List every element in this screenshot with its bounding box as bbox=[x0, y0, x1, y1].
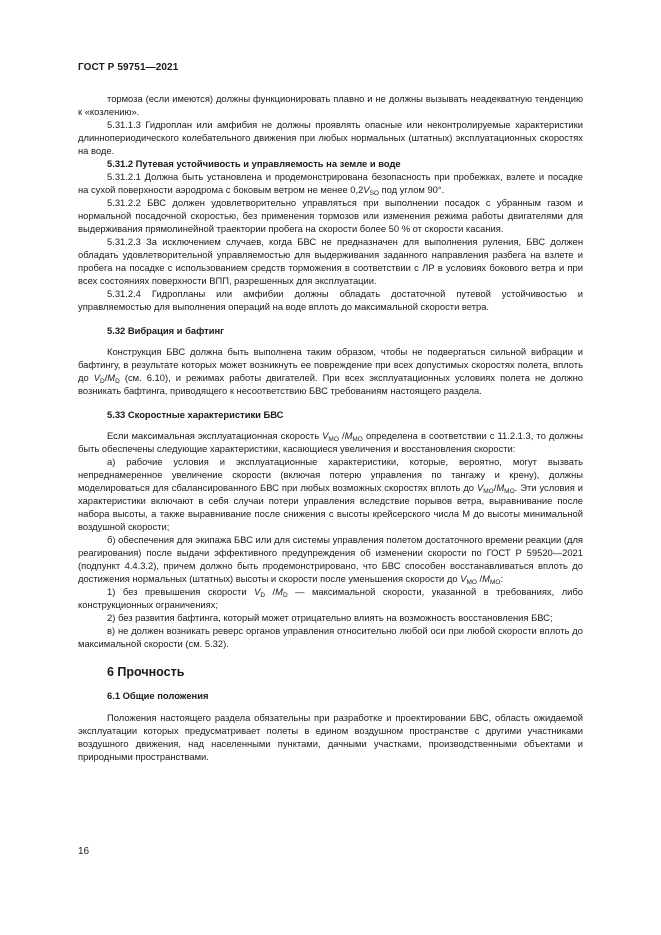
text-run: под углом 90°. bbox=[378, 184, 445, 195]
symbol: M bbox=[275, 586, 283, 597]
symbol: M bbox=[482, 573, 490, 584]
text-run: / bbox=[476, 573, 483, 584]
text-run: / bbox=[493, 482, 497, 493]
text-run: а) рабочие условия и эксплуатационные характеристики, которые, вероятно, могут вызвать непреднамеренное увеличение скорости (включая потерю управления по тангажу и крену), должны моделироваться для сбалансированного БВС при любых возможных скоростях вплоть до bbox=[78, 456, 583, 493]
subscript: D bbox=[99, 378, 105, 385]
document-body bbox=[78, 92, 583, 763]
symbol: V bbox=[460, 573, 467, 584]
paragraph bbox=[78, 429, 583, 455]
text-run: 5.31.2.1 Должна быть установлена и продемонстрирована безопасность при пробежках, взлете и посадке на сухой поверхности аэродрома с боковым ветром не менее 0,2 bbox=[78, 171, 583, 195]
chapter-heading: 6 Прочность bbox=[107, 665, 185, 679]
subscript: D bbox=[115, 378, 120, 385]
section-heading: 6.1 Общие положения bbox=[107, 690, 209, 701]
subscript: MO bbox=[328, 436, 339, 443]
text-run: б) обеспечения для экипажа БВС или для системы управления полетом достаточного времени реакции (для реагирования) после выдачи эффективного предупреждения об изменении скорости по ГОСТ Р 59520—2021 (подпункт 4.4.3.2), причем должно быть продемонстрировано, что БВС способен восстанавливаться вплоть до достижения нормальных (штатных) высоты и скорости после уменьшения скорости до bbox=[78, 534, 583, 584]
paragraph: 5.31.2.3 За исключением случаев, когда БВС не предназначен для выполнения руления, БВС должен обладать удовлетворительной управляемостью для выдерживания заданного направления разбега на взлете и пробега на посадке с использованием средств торможения в соответствии с ЛР в условиях бокового ветра и при всех состояниях поверхности ВПП, разрешенных для эксплуатации. bbox=[78, 236, 583, 286]
text-run: — максимальной скорости, указанной в требованиях, либо конструкционных ограничениях; bbox=[78, 586, 583, 610]
paragraph bbox=[78, 345, 583, 397]
paragraph: в) не должен возникать реверс органов управления относительно любой оси при любой скорости вплоть до максимальной скорости (см. 5.32). bbox=[78, 625, 583, 649]
section-heading: 5.33 Скоростные характеристики БВС bbox=[107, 409, 284, 420]
subscript: D bbox=[260, 592, 266, 599]
paragraph bbox=[78, 585, 583, 611]
text-run: Конструкция БВС должна быть выполнена таким образом, чтобы не подвергаться сильной вибрации и бафтингу, в результате которых может возникнуть ее повреждение при всех допустимых скоростях полета, вплоть до bbox=[78, 346, 583, 383]
subscript: SO bbox=[369, 190, 379, 197]
page-number: 16 bbox=[78, 846, 90, 857]
text-run: (см. 6.10), и режимах работы двигателей. При всех эксплуатационных условиях полета не должно возникать бафтинга, приводящего к несоответствию БВС требованиям настоящего раздела. bbox=[78, 372, 583, 396]
paragraph bbox=[78, 533, 583, 585]
text-run: : bbox=[500, 573, 504, 584]
subscript: MO bbox=[489, 579, 501, 586]
paragraph bbox=[78, 170, 583, 196]
text-run: определена в соответствии с 11.2.1.3, то должны быть обеспечены следующие характеристики, касающиеся увеличения и восстановления скорости: bbox=[78, 430, 583, 454]
paragraph bbox=[78, 455, 583, 533]
symbol: V bbox=[254, 586, 261, 597]
subscript: MO bbox=[352, 436, 363, 443]
section-heading: 5.32 Вибрация и бафтинг bbox=[107, 325, 225, 336]
text-run: Если максимальная эксплуатационная скорость bbox=[107, 430, 323, 441]
symbol: M bbox=[496, 482, 505, 493]
subscript: MO bbox=[466, 579, 477, 586]
text-run: . Эти условия и характеристики включают в себя случаи потери управления вследствие порывов ветра, выравнивание после набора высоты, а также выравнивание после снижения с высоты крейсерского числа М до высоты минимальной воздушной скорости; bbox=[78, 482, 583, 532]
text-run: / bbox=[104, 372, 108, 383]
symbol: V bbox=[322, 430, 329, 441]
symbol: V bbox=[476, 482, 484, 493]
text-run: 1) без превышения скорости bbox=[107, 586, 255, 597]
text-run: / bbox=[338, 430, 345, 441]
paragraph: тормоза (если имеются) должны функционировать плавно и не должны вызывать неадекватную тенденцию к «козлению». bbox=[78, 93, 583, 117]
paragraph: 5.31.2.2 БВС должен удовлетворительно управляться при выполнении посадок с убранным газом и нормальной посадочной скоростью, без применения тормозов или изменения режима работы двигателями для выдерживания прямолинейной траектории пробега на скорости более 50 % от скорости касания. bbox=[78, 197, 583, 234]
paragraph: 2) без развития бафтинга, который может отрицательно влиять на возможность восстановления БВС; bbox=[107, 612, 553, 623]
paragraph: 5.31.1.3 Гидроплан или амфибия не должны проявлять опасные или неконтролируемые характеристики длиннопериодического колебательного движения при любых нормальных (штатных) эксплуатационных скоростях на воде. bbox=[78, 119, 583, 156]
symbol: M bbox=[107, 372, 116, 383]
subscript: MO bbox=[504, 488, 515, 495]
symbol: V bbox=[363, 184, 370, 195]
symbol: M bbox=[344, 430, 353, 441]
symbol: V bbox=[93, 372, 100, 383]
text-run: / bbox=[265, 586, 276, 597]
subscript: D bbox=[282, 592, 288, 599]
section-heading: 5.31.2 Путевая устойчивость и управляемость на земле и воде bbox=[107, 158, 401, 169]
paragraph: Положения настоящего раздела обязательны при разработке и проектировании БВС, область ожидаемой эксплуатации которых предусматривает полеты в едином воздушном пространстве с другими участниками воздушного движения, над населенными пунктами, дачными участками, производственными объектами и природными пространствами. bbox=[78, 712, 583, 762]
subscript: MO bbox=[483, 488, 494, 495]
document-header: ГОСТ Р 59751—2021 bbox=[78, 62, 179, 73]
paragraph: 5.31.2.4 Гидропланы или амфибии должны обладать достаточной путевой устойчивостью и управляемостью для выполнения операций на воде вплоть до максимальной скорости ветра. bbox=[78, 288, 583, 312]
